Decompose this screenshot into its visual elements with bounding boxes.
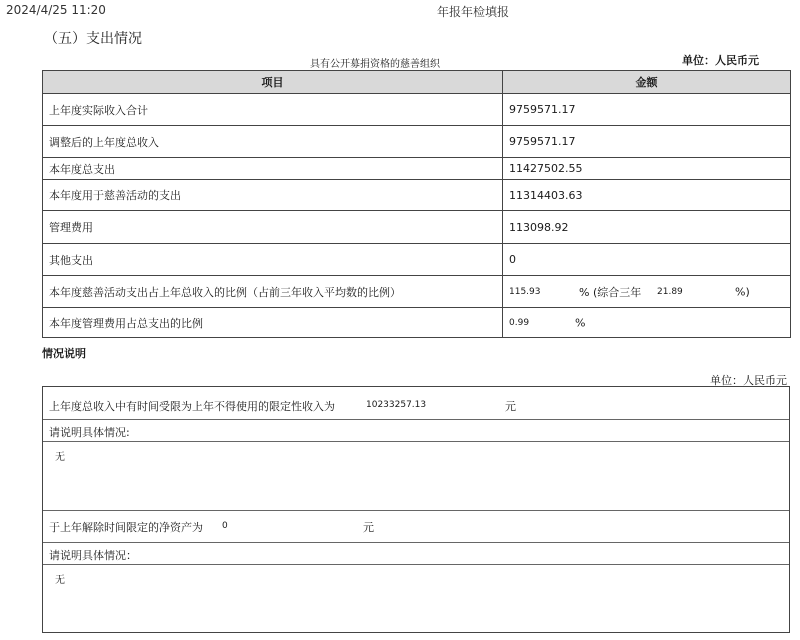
row-value-field[interactable]: 113098.92	[503, 211, 791, 244]
currency-unit: 单位：人民币元	[682, 54, 759, 67]
ratio-charity-cell	[503, 276, 791, 308]
document-title: 年报年检填报	[437, 5, 510, 19]
ratio-charity-pct-label: % (综合三年	[579, 285, 642, 299]
divider	[43, 542, 789, 543]
row-value-field[interactable]: 0	[503, 244, 791, 276]
three-year-ratio-value-field[interactable]: 21.89	[657, 286, 683, 297]
restricted-income-value-field[interactable]: 10233257.13	[366, 400, 427, 410]
notes-currency-unit: 单位：人民币元	[710, 374, 787, 387]
notes-title: 情况说明	[42, 347, 86, 360]
table-row	[43, 276, 791, 308]
row-value-field[interactable]: 11427502.55	[503, 158, 791, 180]
row-label: 本年度用于慈善活动的支出	[43, 180, 503, 211]
row-label: 本年度总支出	[43, 158, 503, 180]
released-assets-value-field[interactable]: 0	[222, 521, 228, 531]
section-title: （五）支出情况	[44, 31, 142, 47]
detail-label-1: 请说明具体情况:	[49, 426, 130, 439]
ratio-mgmt-pct: %	[575, 316, 586, 329]
table-header-row	[43, 71, 791, 94]
ratio-mgmt-cell	[503, 308, 791, 338]
ratio-charity-value-field[interactable]: 115.93	[509, 286, 541, 297]
divider	[43, 564, 789, 565]
row-value-field[interactable]: 9759571.17	[503, 94, 791, 126]
notes-box	[42, 386, 790, 633]
row-value-field[interactable]: 11314403.63	[503, 180, 791, 211]
released-assets-unit: 元	[363, 521, 374, 534]
detail-label-2: 请说明具体情况：	[49, 549, 137, 562]
released-assets-label: 于上年解除时间限定的净资产为	[49, 521, 203, 534]
table-row	[43, 244, 791, 276]
timestamp: 2024/4/25 11:20	[6, 3, 106, 17]
detail-text-2[interactable]: 无	[55, 575, 65, 586]
row-label: 本年度慈善活动支出占上年总收入的比例（占前三年收入平均数的比例）	[43, 276, 503, 308]
organization-type: 具有公开募捐资格的慈善组织	[310, 59, 440, 70]
table-row	[43, 211, 791, 244]
divider	[43, 419, 789, 420]
table-row	[43, 308, 791, 338]
restricted-income-label: 上年度总收入中有时间受限为上年不得使用的限定性收入为	[49, 400, 335, 413]
row-label: 管理费用	[43, 211, 503, 244]
ratio-mgmt-value-field[interactable]: 0.99	[509, 317, 530, 328]
divider	[43, 441, 789, 442]
restricted-income-unit: 元	[505, 400, 516, 413]
row-label: 其他支出	[43, 244, 503, 276]
column-header-item: 项目	[43, 71, 503, 94]
divider	[43, 510, 789, 511]
three-year-pct-close: %)	[735, 285, 750, 298]
detail-text-1[interactable]: 无	[55, 452, 65, 463]
row-value-field[interactable]: 9759571.17	[503, 126, 791, 158]
table-row	[43, 158, 791, 180]
column-header-amount: 金额	[503, 71, 791, 94]
table-row	[43, 180, 791, 211]
row-label: 本年度管理费用占总支出的比例	[43, 308, 503, 338]
expense-table	[42, 70, 791, 338]
row-label: 上年度实际收入合计	[43, 94, 503, 126]
row-label: 调整后的上年度总收入	[43, 126, 503, 158]
table-row	[43, 126, 791, 158]
table-row	[43, 94, 791, 126]
